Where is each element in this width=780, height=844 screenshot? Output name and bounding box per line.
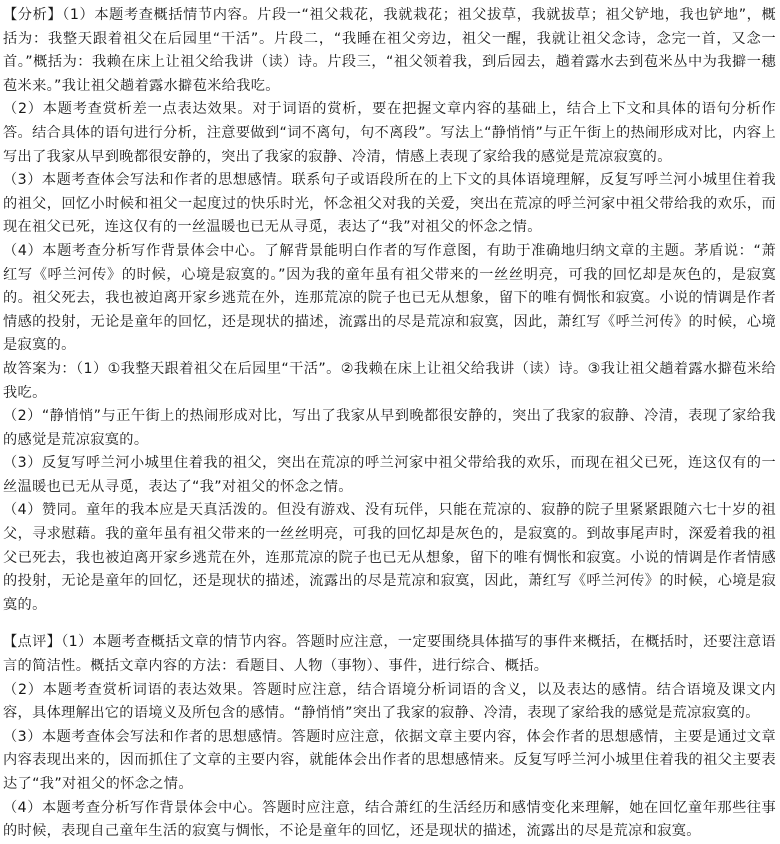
comment-paragraph: （2）本题考查赏析词语的表达效果。答题时应注意，结合语境分析词语的含义，以及表达的感情。结合语境及课文内容，具体理解出它的语境义及所包含的感情。“静悄悄”突出了我家的寂静、冷清，表现了家给我的感觉是荒凉寂寞的。 (3, 681, 776, 722)
analysis-paragraph: （3）本题考查体会写法和作者的思想感情。联系句子或语段所在的上下文的具体语境理解，反复写呼兰河小城里住着我的祖父，回忆小时候和祖父一起度过的快乐时光，怀念祖父对我的关爱，突出在荒凉的呼兰河家中祖父带给我的欢乐，而现在祖父已死，连这仅有的一丝温暖也已无从寻觅，表达了“我”对祖父的怀念之情。 (3, 172, 776, 236)
comment-section (3, 631, 776, 843)
section-gap (3, 617, 776, 631)
analysis-paragraph: （4）本题考查分析写作背景体会中心。了解背景能明白作者的写作意图，有助于准确地归纳文章的主题。茅盾说：“萧红写《呼兰河传》的时候，心境是寂寞的。”因为我的童年虽有祖父带来的一丝丝明亮，可我的回忆却是灰色的，是寂寞的。祖父死去，我也被迫离开家乡逃荒在外，连那荒凉的院子也已无从想象，留下的唯有惆怅和寂寞。小说的情调是作者情感的投射，无论是童年的回忆，还是现状的描述，流露出的尽是荒凉和寂寞，因此，萧红写《呼兰河传》的时候，心境是寂寞的。 (3, 242, 776, 354)
answer-paragraph: 故答案为：（1）①我整天跟着祖父在后园里“干活”。②我赖在床上让祖父给我讲（读）诗。③我让祖父趟着露水擗苞米给我吃。 (3, 360, 776, 401)
answer-paragraph: （2）“静悄悄”与正午街上的热闹形成对比，写出了我家从早到晚都很安静的，突出了我家的寂静、冷清，表现了家给我的感觉是荒凉寂寞的。 (3, 408, 776, 448)
comment-paragraph: （3）本题考查体会写法和作者的思想感情。答题时应注意，依据文章主要内容，体会作者的思想感情，主要是通过文章内容表现出来的，因而抓住了文章的主要内容，就能体会出作者的思想感情来。反复写呼兰河小城里住着我的祖父主要表达了“我”对祖父的怀念之情。 (3, 728, 776, 792)
comment-paragraph: （4）本题考查分析写作背景体会中心。答题时应注意，结合萧红的生活经历和感情变化来理解，她在回忆童年那些往事的时候，表现自己童年生活的寂寞与惆怅，不论是童年的回忆，还是现状的描述，流露出的尽是荒凉和寂寞。 (3, 799, 776, 840)
analysis-paragraph: 【分析】（1）本题考查概括情节内容。片段一“祖父栽花，我就栽花；祖父拔草，我就拔草；祖父铲地，我也铲地”，概括为：我整天跟着祖父在后园里“干活”。片段二，“我睡在祖父旁边，祖父一醒，我就让祖父念诗，念完一首，又念一首。”概括为：我赖在床上让祖父给我讲（读）诗。片段三，“祖父领着我，到后园去，趟着露水去到苞米丛中为我擗一穗苞米来。”我让祖父趟着露水擗苞米给我吃。 (3, 7, 776, 94)
analysis-section (3, 4, 776, 617)
answer-paragraph: （4）赞同。童年的我本应是天真活泼的。但没有游戏、没有玩伴，只能在荒凉的、寂静的院子里紧紧跟随六七十岁的祖父，寻求慰藉。我的童年虽有祖父带来的一丝丝明亮，可我的回忆却是灰色的，是寂寞的。到故事尾声时，深爱着我的祖父已死去，我也被迫离开家乡逃荒在外，连那荒凉的院子也已无从想象，留下的唯有惆怅和寂寞。小说的情调是作者情感的投射，无论是童年的回忆，还是现状的描述，流露出的尽是荒凉和寂寞，因此，萧红写《呼兰河传》的时候，心境是寂寞的。 (3, 502, 776, 613)
answer-paragraph: （3）反复写呼兰河小城里住着我的祖父，突出在荒凉的呼兰河家中祖父带给我的欢乐，而现在祖父已死，连这仅有的一丝温暖也已无从寻觅，表达了“我”对祖父的怀念之情。 (3, 455, 776, 495)
analysis-paragraph: （2）本题考查赏析差一点表达效果。对于词语的赏析，要在把握文章内容的基础上，结合上下文和具体的语句分析作答。结合具体的语句进行分析，注意要做到“词不离句，句不离段”。写法上“静悄悄”与正午街上的热闹形成对比，内容上写出了我家从早到晚都很安静的，突出了我家的寂静、冷清，情感上表现了家给我的感觉是荒凉寂寞的。 (3, 101, 776, 165)
comment-paragraph: 【点评】（1）本题考查概括文章的情节内容。答题时应注意，一定要围绕具体描写的事件来概括，在概括时，还要注意语言的简洁性。概括文章内容的方法：看题目、人物（事物）、事件，进行综合、概括。 (3, 634, 776, 675)
